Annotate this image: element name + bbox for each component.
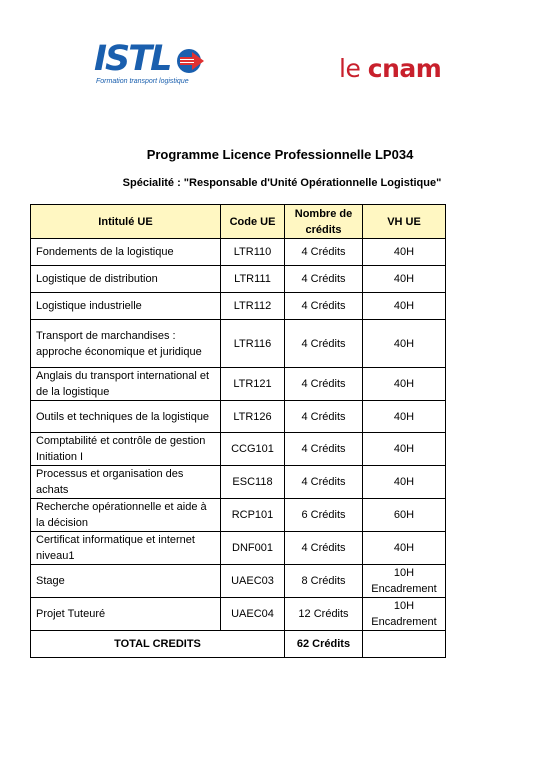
table-row xyxy=(31,320,446,368)
page-subtitle: Spécialité : "Responsable d'Unité Opérationnelle Logistique" xyxy=(122,177,442,189)
cell-credits: 4 Crédits xyxy=(285,320,363,368)
table-header-row xyxy=(31,205,446,239)
cell-code: DNF001 xyxy=(221,532,285,565)
cell-code: LTR126 xyxy=(221,401,285,433)
programme-table xyxy=(30,204,446,658)
cell-hours: 60H xyxy=(363,499,446,532)
istl-logo xyxy=(94,40,214,90)
cell-code: UAEC04 xyxy=(221,598,285,631)
table-row xyxy=(31,239,446,266)
cell-credits: 4 Crédits xyxy=(285,266,363,293)
cell-title: Logistique de distribution xyxy=(31,266,221,293)
cell-title: Projet Tuteuré xyxy=(31,598,221,631)
cell-hours: 40H xyxy=(363,433,446,466)
total-credits: 62 Crédits xyxy=(285,631,363,658)
cell-credits: 4 Crédits xyxy=(285,293,363,320)
cell-credits: 4 Crédits xyxy=(285,466,363,499)
cell-code: LTR111 xyxy=(221,266,285,293)
cell-title: Outils et techniques de la logistique xyxy=(31,401,221,433)
cell-title: Logistique industrielle xyxy=(31,293,221,320)
cell-hours: 40H xyxy=(363,401,446,433)
cnam-logo xyxy=(339,54,441,84)
cnam-logo-word: cnam xyxy=(367,54,442,83)
cell-title: Stage xyxy=(31,565,221,598)
cell-code: LTR112 xyxy=(221,293,285,320)
header-code: Code UE xyxy=(221,205,285,239)
cnam-logo-prefix: le xyxy=(339,54,368,83)
table-row xyxy=(31,293,446,320)
total-label: TOTAL CREDITS xyxy=(31,631,285,658)
cell-title: Recherche opérationnelle et aide à la décision xyxy=(31,499,221,532)
cell-hours: 40H xyxy=(363,239,446,266)
table-row xyxy=(31,499,446,532)
cell-credits: 8 Crédits xyxy=(285,565,363,598)
cell-hours: 10H Encadrement xyxy=(363,598,446,631)
cell-hours: 40H xyxy=(363,293,446,320)
cell-code: LTR121 xyxy=(221,368,285,401)
cell-title: Fondements de la logistique xyxy=(31,239,221,266)
cell-title: Processus et organisation des achats xyxy=(31,466,221,499)
cell-credits: 12 Crédits xyxy=(285,598,363,631)
page-title: Programme Licence Professionnelle LP034 xyxy=(146,147,414,162)
table-row xyxy=(31,266,446,293)
total-hours xyxy=(363,631,446,658)
cell-title: Anglais du transport international et de la logistique xyxy=(31,368,221,401)
table-row xyxy=(31,433,446,466)
cell-code: ESC118 xyxy=(221,466,285,499)
table-row xyxy=(31,466,446,499)
cell-code: CCG101 xyxy=(221,433,285,466)
cell-hours: 40H xyxy=(363,266,446,293)
table-row xyxy=(31,598,446,631)
cell-hours: 40H xyxy=(363,320,446,368)
header-hours: VH UE xyxy=(363,205,446,239)
table-row xyxy=(31,401,446,433)
cell-code: RCP101 xyxy=(221,499,285,532)
cell-credits: 4 Crédits xyxy=(285,401,363,433)
cell-hours: 40H xyxy=(363,532,446,565)
table-row xyxy=(31,565,446,598)
cell-title: Certificat informatique et internet niveau1 xyxy=(31,532,221,565)
table-row xyxy=(31,532,446,565)
cell-credits: 4 Crédits xyxy=(285,532,363,565)
header-credits: Nombre de crédits xyxy=(285,205,363,239)
istl-tagline: Formation transport logistique xyxy=(96,78,189,85)
istl-logo-word: ISTL xyxy=(94,39,171,79)
istl-arrow-icon xyxy=(176,46,206,76)
cell-credits: 6 Crédits xyxy=(285,499,363,532)
header-title: Intitulé UE xyxy=(31,205,221,239)
table-total-row xyxy=(31,631,446,658)
cell-title: Comptabilité et contrôle de gestion Initiation I xyxy=(31,433,221,466)
cell-hours: 40H xyxy=(363,368,446,401)
cell-code: LTR110 xyxy=(221,239,285,266)
cell-code: LTR116 xyxy=(221,320,285,368)
table-row xyxy=(31,368,446,401)
cell-title: Transport de marchandises : approche économique et juridique xyxy=(31,320,221,368)
cell-code: UAEC03 xyxy=(221,565,285,598)
cell-hours: 40H xyxy=(363,466,446,499)
cell-credits: 4 Crédits xyxy=(285,368,363,401)
cell-hours: 10H Encadrement xyxy=(363,565,446,598)
cell-credits: 4 Crédits xyxy=(285,239,363,266)
cell-credits: 4 Crédits xyxy=(285,433,363,466)
